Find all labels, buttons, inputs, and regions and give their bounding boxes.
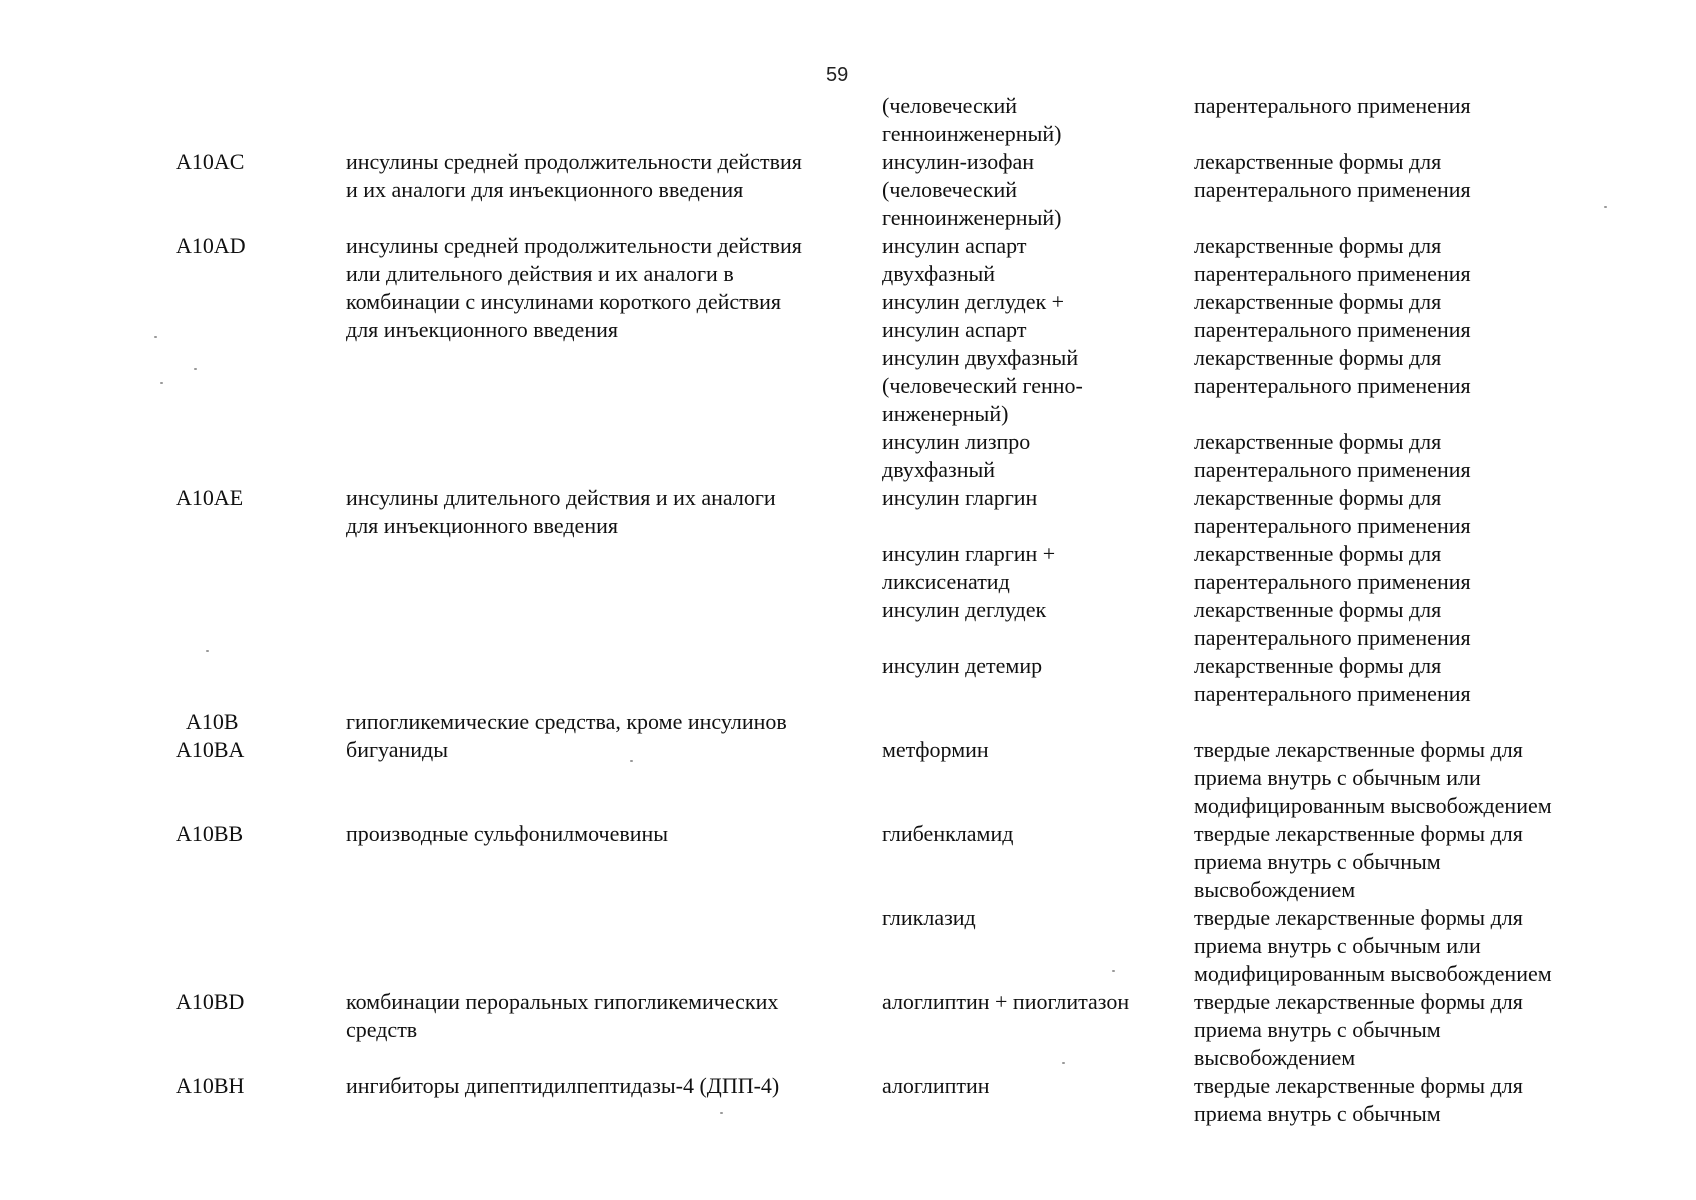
scan-speck (194, 368, 197, 370)
drug-name: гликлазид (882, 905, 976, 930)
atc-code: A10BA (176, 737, 245, 762)
drug-name: инсулин двухфазный (человеческий генно- инженерный) (882, 345, 1083, 426)
dosage-form: лекарственные формы для парентерального применения (1194, 541, 1471, 594)
dosage-form: лекарственные формы для парентерального применения (1194, 653, 1471, 706)
dosage-form: твердые лекарственные формы для приема внутрь с обычным или модифицированным высвобождением (1194, 905, 1552, 986)
drug-name: инсулин детемир (882, 653, 1043, 678)
drug-name: глибенкламид (882, 821, 1014, 846)
drug-name: алоглиптин + пиоглитазон (882, 989, 1130, 1014)
atc-code: A10AE (176, 485, 244, 510)
atc-code: A10AC (176, 149, 245, 174)
atc-code: A10BH (176, 1073, 245, 1098)
dosage-form: лекарственные формы для парентерального применения (1194, 345, 1471, 398)
dosage-form: твердые лекарственные формы для приема внутрь с обычным или модифицированным высвобождением (1194, 737, 1552, 818)
group-name: ингибиторы дипептидилпептидазы-4 (ДПП-4) (346, 1073, 780, 1098)
dosage-form: лекарственные формы для парентерального применения (1194, 485, 1471, 538)
scan-speck (720, 1112, 723, 1114)
drug-name: инсулин деглудек (882, 597, 1047, 622)
dosage-form: твердые лекарственные формы для приема внутрь с обычным высвобождением (1194, 821, 1523, 902)
drug-name: алоглиптин (882, 1073, 990, 1098)
atc-code: A10BB (176, 821, 244, 846)
group-name: бигуаниды (346, 737, 448, 762)
dosage-form: твердые лекарственные формы для приема внутрь с обычным (1194, 1073, 1523, 1126)
scan-speck (1112, 970, 1115, 972)
page-number: 59 (826, 64, 849, 86)
atc-code: A10AD (176, 233, 246, 258)
group-name: производные сульфонилмочевины (346, 821, 669, 846)
scan-speck (154, 336, 157, 338)
dosage-form: твердые лекарственные формы для приема внутрь с обычным высвобождением (1194, 989, 1523, 1070)
drug-name: инсулин деглудек + инсулин аспарт (882, 289, 1065, 342)
scan-speck (1604, 206, 1607, 208)
dosage-form: лекарственные формы для парентерального применения (1194, 233, 1471, 286)
dosage-form: лекарственные формы для парентерального применения (1194, 597, 1471, 650)
group-name: инсулины длительного действия и их аналоги для инъекционного введения (346, 485, 776, 538)
drug-name: инсулин лизпро двухфазный (882, 429, 1031, 482)
drug-name: инсулин-изофан (человеческий генноинженерный) (882, 149, 1062, 230)
dosage-form: лекарственные формы для парентерального применения (1194, 149, 1471, 202)
group-name: гипогликемические средства, кроме инсулинов (346, 709, 787, 734)
dosage-form: лекарственные формы для парентерального применения (1194, 289, 1471, 342)
drug-name: инсулин гларгин + ликсисенатид (882, 541, 1056, 594)
group-name: инсулины средней продолжительности действия или длительного действия и их аналоги в комбинации с инсулинами короткого действия для инъекционного введения (346, 233, 802, 342)
scan-speck (160, 382, 163, 384)
scan-speck (630, 760, 633, 762)
scan-speck (206, 650, 209, 652)
drug-name: инсулин аспарт двухфазный (882, 233, 1027, 286)
drug-name: (человеческий генноинженерный) (882, 93, 1062, 146)
scan-speck (1062, 1062, 1065, 1064)
drug-name: инсулин гларгин (882, 485, 1038, 510)
atc-code: A10B (186, 709, 239, 734)
drug-name: метформин (882, 737, 989, 762)
dosage-form: парентерального применения (1194, 93, 1471, 118)
group-name: инсулины средней продолжительности действия и их аналоги для инъекционного введения (346, 149, 802, 202)
group-name: комбинации пероральных гипогликемических средств (346, 989, 779, 1042)
atc-code: A10BD (176, 989, 245, 1014)
dosage-form: лекарственные формы для парентерального применения (1194, 429, 1471, 482)
